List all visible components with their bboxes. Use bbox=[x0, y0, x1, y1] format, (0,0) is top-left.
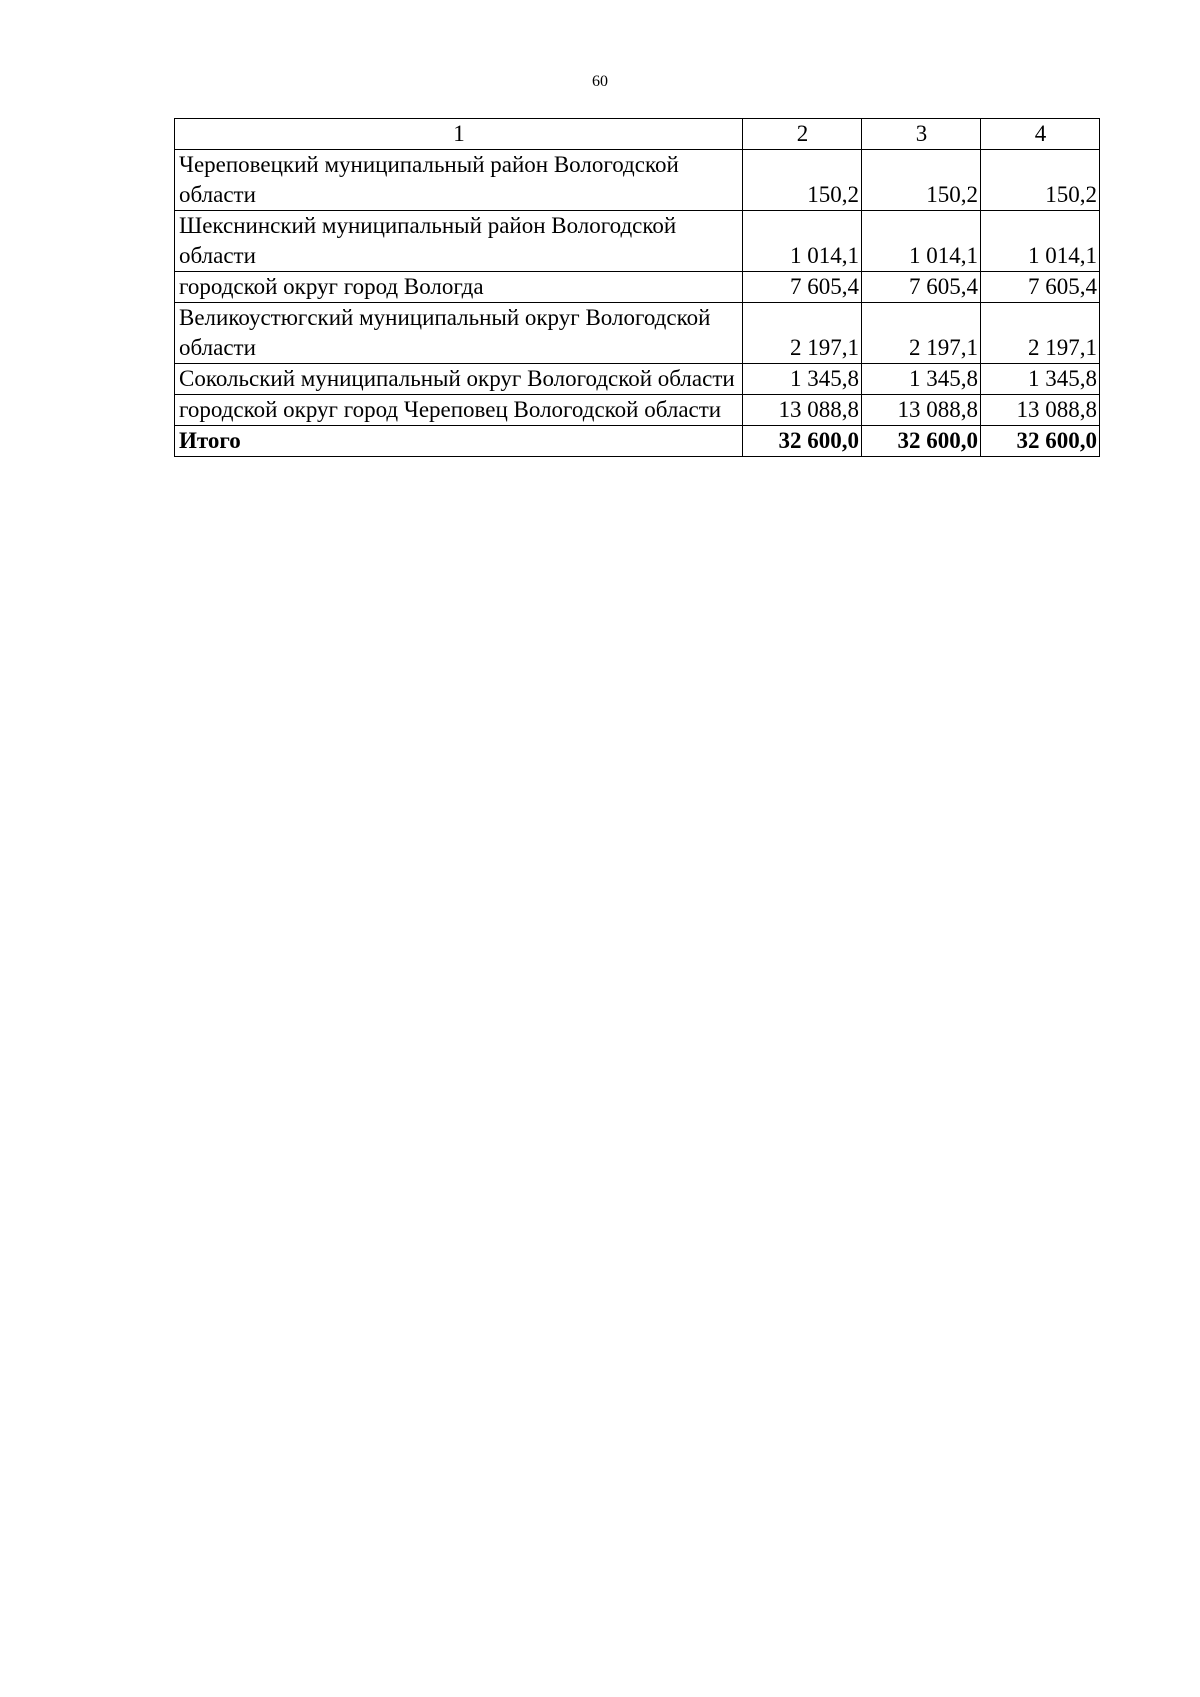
total-value-cell: 32 600,0 bbox=[743, 426, 862, 457]
column-header: 3 bbox=[862, 119, 981, 150]
municipality-name: Сокольский муниципальный округ Вологодской области bbox=[175, 364, 743, 395]
municipality-name: городской округ город Вологда bbox=[175, 272, 743, 303]
value-cell: 1 014,1 bbox=[981, 211, 1100, 272]
value-cell: 2 197,1 bbox=[862, 303, 981, 364]
table-row bbox=[175, 395, 1100, 426]
value-cell: 150,2 bbox=[743, 150, 862, 211]
value-cell: 1 345,8 bbox=[981, 364, 1100, 395]
value-cell: 7 605,4 bbox=[981, 272, 1100, 303]
municipality-name: Великоустюгский муниципальный округ Вологодской области bbox=[175, 303, 743, 364]
table-header-row bbox=[175, 119, 1100, 150]
value-cell: 7 605,4 bbox=[862, 272, 981, 303]
table-row bbox=[175, 150, 1100, 211]
table-row bbox=[175, 272, 1100, 303]
value-cell: 7 605,4 bbox=[743, 272, 862, 303]
total-value-cell: 32 600,0 bbox=[981, 426, 1100, 457]
value-cell: 1 014,1 bbox=[743, 211, 862, 272]
allocation-table bbox=[174, 118, 1100, 457]
page-number: 60 bbox=[592, 73, 608, 90]
value-cell: 150,2 bbox=[981, 150, 1100, 211]
column-header: 1 bbox=[175, 119, 743, 150]
table-row bbox=[175, 364, 1100, 395]
total-label: Итого bbox=[175, 426, 743, 457]
value-cell: 2 197,1 bbox=[743, 303, 862, 364]
total-row bbox=[175, 426, 1100, 457]
table-row bbox=[175, 303, 1100, 364]
value-cell: 1 345,8 bbox=[743, 364, 862, 395]
table-row bbox=[175, 211, 1100, 272]
value-cell: 1 014,1 bbox=[862, 211, 981, 272]
value-cell: 13 088,8 bbox=[981, 395, 1100, 426]
column-header: 4 bbox=[981, 119, 1100, 150]
total-value-cell: 32 600,0 bbox=[862, 426, 981, 457]
municipality-name: Череповецкий муниципальный район Вологодской области bbox=[175, 150, 743, 211]
value-cell: 2 197,1 bbox=[981, 303, 1100, 364]
municipality-name: городской округ город Череповец Вологодской области bbox=[175, 395, 743, 426]
value-cell: 150,2 bbox=[862, 150, 981, 211]
value-cell: 13 088,8 bbox=[862, 395, 981, 426]
value-cell: 1 345,8 bbox=[862, 364, 981, 395]
value-cell: 13 088,8 bbox=[743, 395, 862, 426]
column-header: 2 bbox=[743, 119, 862, 150]
municipality-name: Шекснинский муниципальный район Вологодской области bbox=[175, 211, 743, 272]
